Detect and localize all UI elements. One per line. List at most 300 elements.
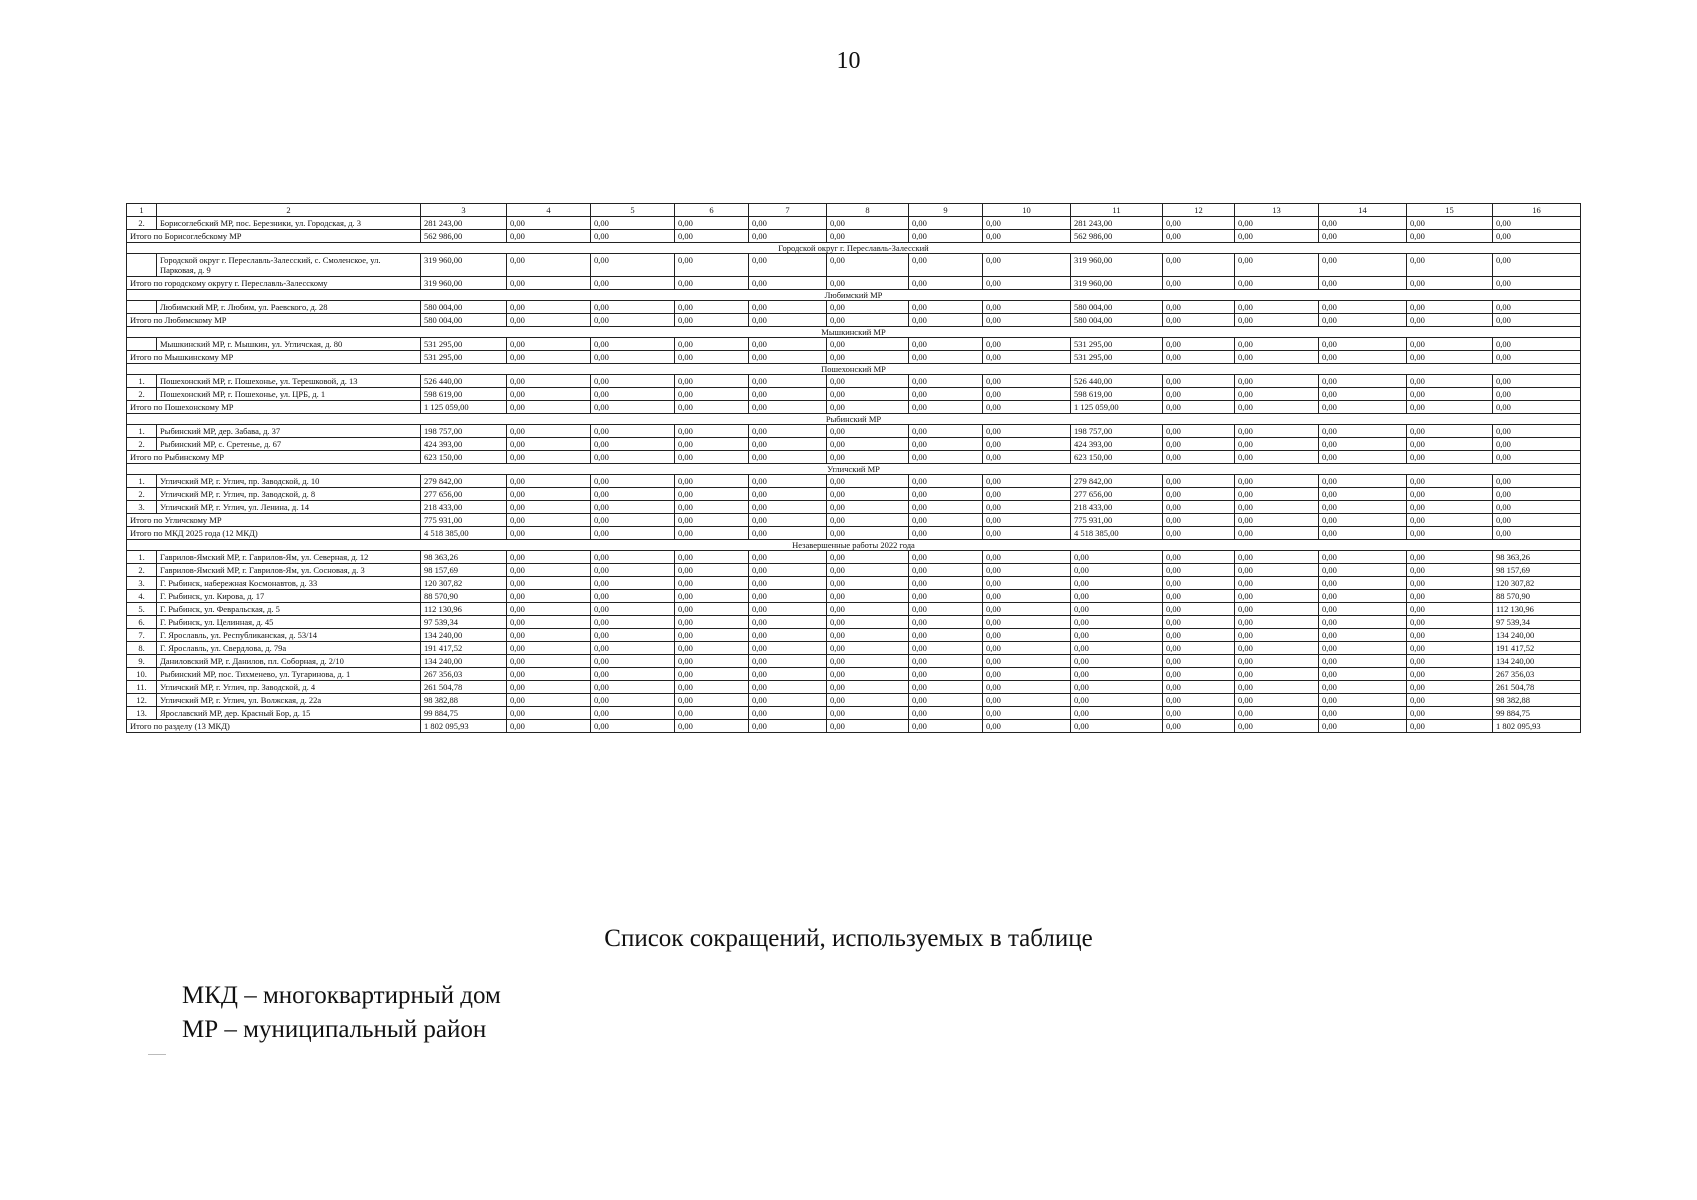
row-number [127,301,157,314]
section-title: Пошехонский МР [127,364,1581,375]
value-cell: 0,00 [1319,564,1407,577]
value-cell: 775 931,00 [421,514,507,527]
value-cell: 0,00 [909,577,983,590]
value-cell: 0,00 [675,668,749,681]
table-body [127,204,1581,733]
value-cell: 0,00 [1407,655,1493,668]
value-cell: 0,00 [591,720,675,733]
value-cell: 0,00 [1163,564,1235,577]
value-cell: 0,00 [1235,577,1319,590]
value-cell: 0,00 [1319,314,1407,327]
address-cell: Пошехонский МР, г. Пошехонье, ул. Терешковой, д. 13 [157,375,421,388]
value-cell: 0,00 [909,277,983,290]
value-cell: 261 504,78 [421,681,507,694]
value-cell: 0,00 [1163,375,1235,388]
value-cell: 0,00 [1407,351,1493,364]
value-cell: 0,00 [983,551,1071,564]
value-cell: 0,00 [1493,514,1581,527]
value-cell: 0,00 [827,314,909,327]
value-cell: 0,00 [1407,694,1493,707]
column-number-15: 15 [1407,204,1493,217]
value-cell: 0,00 [1319,514,1407,527]
value-cell: 0,00 [909,642,983,655]
value-cell: 0,00 [1407,451,1493,464]
value-cell: 88 570,90 [421,590,507,603]
section-title: Городской округ г. Переславль-Залесский [127,243,1581,254]
value-cell: 0,00 [1235,475,1319,488]
value-cell: 0,00 [1407,254,1493,277]
value-cell: 0,00 [909,707,983,720]
row-number: 4. [127,590,157,603]
value-cell: 134 240,00 [421,629,507,642]
value-cell: 0,00 [909,475,983,488]
value-cell: 580 004,00 [421,301,507,314]
value-cell: 0,00 [507,514,591,527]
table-row [127,388,1581,401]
value-cell: 1 125 059,00 [421,401,507,414]
value-cell: 0,00 [675,707,749,720]
value-cell: 0,00 [909,351,983,364]
value-cell: 0,00 [827,564,909,577]
value-cell: 0,00 [749,425,827,438]
total-row [127,351,1581,364]
value-cell: 0,00 [1319,217,1407,230]
value-cell: 0,00 [1493,527,1581,540]
value-cell: 0,00 [749,451,827,464]
value-cell: 112 130,96 [1493,603,1581,616]
total-row [127,514,1581,527]
value-cell: 0,00 [1407,551,1493,564]
value-cell: 0,00 [1071,720,1163,733]
value-cell: 0,00 [983,514,1071,527]
value-cell: 0,00 [909,603,983,616]
value-cell: 0,00 [827,375,909,388]
value-cell: 0,00 [1407,314,1493,327]
value-cell: 0,00 [827,577,909,590]
value-cell: 0,00 [749,642,827,655]
section-title: Рыбинский МР [127,414,1581,425]
total-label: Итого по Мышкинскому МР [127,351,421,364]
value-cell: 0,00 [1163,425,1235,438]
value-cell: 0,00 [591,603,675,616]
value-cell: 0,00 [749,375,827,388]
value-cell: 0,00 [675,551,749,564]
value-cell: 0,00 [1163,720,1235,733]
value-cell: 97 539,34 [421,616,507,629]
value-cell: 0,00 [749,668,827,681]
value-cell: 267 356,03 [1493,668,1581,681]
value-cell: 0,00 [983,438,1071,451]
value-cell: 0,00 [1407,501,1493,514]
value-cell: 0,00 [1235,425,1319,438]
address-cell: Г. Рыбинск, ул. Кирова, д. 17 [157,590,421,603]
value-cell: 0,00 [1163,707,1235,720]
value-cell: 0,00 [1319,451,1407,464]
value-cell: 0,00 [1319,401,1407,414]
value-cell: 0,00 [1235,230,1319,243]
value-cell: 0,00 [1235,277,1319,290]
value-cell: 0,00 [675,603,749,616]
value-cell: 0,00 [1493,338,1581,351]
value-cell: 191 417,52 [1493,642,1581,655]
value-cell: 0,00 [909,629,983,642]
value-cell: 0,00 [591,564,675,577]
table-row [127,425,1581,438]
value-cell: 0,00 [1493,254,1581,277]
value-cell: 0,00 [1493,217,1581,230]
value-cell: 0,00 [675,720,749,733]
value-cell: 0,00 [591,629,675,642]
value-cell: 0,00 [1071,590,1163,603]
value-cell: 0,00 [749,577,827,590]
table-row [127,551,1581,564]
value-cell: 0,00 [1235,254,1319,277]
value-cell: 0,00 [909,217,983,230]
value-cell: 0,00 [983,694,1071,707]
value-cell: 0,00 [749,590,827,603]
value-cell: 598 619,00 [1071,388,1163,401]
row-number: 11. [127,681,157,694]
value-cell: 0,00 [983,527,1071,540]
value-cell: 0,00 [983,338,1071,351]
value-cell: 98 157,69 [1493,564,1581,577]
value-cell: 0,00 [1071,655,1163,668]
value-cell: 0,00 [675,616,749,629]
value-cell: 0,00 [675,564,749,577]
value-cell: 0,00 [1407,720,1493,733]
value-cell: 0,00 [827,514,909,527]
value-cell: 0,00 [1235,694,1319,707]
value-cell: 319 960,00 [1071,277,1163,290]
value-cell: 0,00 [1235,527,1319,540]
total-row [127,277,1581,290]
value-cell: 0,00 [1235,616,1319,629]
value-cell: 0,00 [675,655,749,668]
value-cell: 112 130,96 [421,603,507,616]
value-cell: 0,00 [1163,668,1235,681]
value-cell: 531 295,00 [421,351,507,364]
value-cell: 0,00 [507,217,591,230]
table-row [127,488,1581,501]
value-cell: 0,00 [827,301,909,314]
value-cell: 531 295,00 [421,338,507,351]
value-cell: 0,00 [591,527,675,540]
value-cell: 99 884,75 [1493,707,1581,720]
value-cell: 0,00 [827,694,909,707]
value-cell: 0,00 [1319,668,1407,681]
row-number: 12. [127,694,157,707]
value-cell: 0,00 [675,351,749,364]
value-cell: 0,00 [749,564,827,577]
value-cell: 0,00 [675,401,749,414]
value-cell: 0,00 [1163,681,1235,694]
address-cell: Гаврилов-Ямский МР, г. Гаврилов-Ям, ул. Сосновая, д. 3 [157,564,421,577]
value-cell: 0,00 [1493,314,1581,327]
value-cell: 0,00 [675,388,749,401]
table-row [127,590,1581,603]
total-label: Итого по городскому округу г. Переславль-Залесскому [127,277,421,290]
value-cell: 0,00 [1493,488,1581,501]
value-cell: 0,00 [1163,451,1235,464]
value-cell: 0,00 [749,514,827,527]
value-cell: 0,00 [1235,629,1319,642]
column-number-5: 5 [591,204,675,217]
value-cell: 0,00 [827,551,909,564]
table-row [127,338,1581,351]
value-cell: 0,00 [909,388,983,401]
value-cell: 0,00 [749,351,827,364]
value-cell: 0,00 [1407,681,1493,694]
value-cell: 0,00 [983,230,1071,243]
value-cell: 0,00 [983,681,1071,694]
value-cell: 0,00 [909,401,983,414]
value-cell: 0,00 [983,277,1071,290]
value-cell: 0,00 [1235,681,1319,694]
table-row [127,217,1581,230]
address-cell: Угличский МР, г. Углич, пр. Заводской, д. 8 [157,488,421,501]
value-cell: 0,00 [1235,514,1319,527]
column-number-1: 1 [127,204,157,217]
value-cell: 0,00 [827,338,909,351]
value-cell: 0,00 [1071,603,1163,616]
value-cell: 580 004,00 [1071,314,1163,327]
value-cell: 0,00 [1235,338,1319,351]
value-cell: 0,00 [507,501,591,514]
value-cell: 0,00 [909,338,983,351]
value-cell: 0,00 [1407,564,1493,577]
value-cell: 0,00 [909,514,983,527]
value-cell: 134 240,00 [421,655,507,668]
section-row [127,243,1581,254]
value-cell: 0,00 [1163,230,1235,243]
value-cell: 0,00 [827,230,909,243]
value-cell: 0,00 [827,217,909,230]
value-cell: 0,00 [591,438,675,451]
value-cell: 598 619,00 [421,388,507,401]
value-cell: 0,00 [591,375,675,388]
value-cell: 0,00 [1163,642,1235,655]
section-row [127,364,1581,375]
value-cell: 0,00 [1319,425,1407,438]
value-cell: 0,00 [983,254,1071,277]
value-cell: 0,00 [507,603,591,616]
value-cell: 0,00 [909,681,983,694]
address-cell: Пошехонский МР, г. Пошехонье, ул. ЦРБ, д. 1 [157,388,421,401]
value-cell: 261 504,78 [1493,681,1581,694]
row-number: 2. [127,564,157,577]
table-row [127,694,1581,707]
value-cell: 0,00 [1163,488,1235,501]
value-cell: 0,00 [507,475,591,488]
value-cell: 0,00 [507,451,591,464]
value-cell: 0,00 [591,351,675,364]
value-cell: 198 757,00 [1071,425,1163,438]
total-row [127,314,1581,327]
value-cell: 0,00 [1407,616,1493,629]
value-cell: 0,00 [1235,551,1319,564]
total-label: Итого по разделу (13 МКД) [127,720,421,733]
row-number: 7. [127,629,157,642]
row-number [127,254,157,277]
value-cell: 0,00 [675,451,749,464]
value-cell: 0,00 [1163,501,1235,514]
value-cell: 0,00 [1407,707,1493,720]
address-cell: Любимский МР, г. Любим, ул. Раевского, д. 28 [157,301,421,314]
section-row [127,414,1581,425]
value-cell: 0,00 [983,655,1071,668]
value-cell: 0,00 [1493,351,1581,364]
value-cell: 0,00 [591,217,675,230]
row-number: 2. [127,488,157,501]
column-number-3: 3 [421,204,507,217]
value-cell: 0,00 [675,301,749,314]
value-cell: 0,00 [1163,527,1235,540]
value-cell: 0,00 [591,451,675,464]
value-cell: 0,00 [591,425,675,438]
value-cell: 0,00 [591,301,675,314]
value-cell: 98 382,88 [421,694,507,707]
value-cell: 0,00 [1235,501,1319,514]
value-cell: 0,00 [591,668,675,681]
value-cell: 0,00 [675,590,749,603]
value-cell: 0,00 [983,668,1071,681]
value-cell: 0,00 [1319,616,1407,629]
value-cell: 0,00 [591,314,675,327]
value-cell: 0,00 [507,629,591,642]
row-number: 1. [127,475,157,488]
value-cell: 0,00 [983,217,1071,230]
value-cell: 0,00 [1407,217,1493,230]
value-cell: 134 240,00 [1493,655,1581,668]
value-cell: 0,00 [909,551,983,564]
row-number: 5. [127,603,157,616]
value-cell: 0,00 [1407,388,1493,401]
value-cell: 0,00 [1319,488,1407,501]
table-row [127,301,1581,314]
value-cell: 0,00 [1235,351,1319,364]
total-label: Итого по Борисоглебскому МР [127,230,421,243]
value-cell: 0,00 [1319,230,1407,243]
table-row [127,577,1581,590]
address-cell: Рыбинский МР, дер. Забава, д. 37 [157,425,421,438]
value-cell: 562 986,00 [421,230,507,243]
value-cell: 0,00 [1235,603,1319,616]
value-cell: 0,00 [827,590,909,603]
row-number: 1. [127,551,157,564]
value-cell: 281 243,00 [1071,217,1163,230]
value-cell: 0,00 [1071,707,1163,720]
value-cell: 0,00 [591,590,675,603]
address-cell: Мышкинский МР, г. Мышкин, ул. Угличская, д. 80 [157,338,421,351]
value-cell: 0,00 [909,230,983,243]
value-cell: 0,00 [749,314,827,327]
value-cell: 0,00 [1235,642,1319,655]
value-cell: 0,00 [1407,338,1493,351]
value-cell: 0,00 [1493,475,1581,488]
value-cell: 0,00 [1407,527,1493,540]
value-cell: 0,00 [983,388,1071,401]
value-cell: 0,00 [1319,629,1407,642]
value-cell: 88 570,90 [1493,590,1581,603]
address-cell: Рыбинский МР, пос. Тихменево, ул. Тугаринова, д. 1 [157,668,421,681]
value-cell: 0,00 [909,616,983,629]
value-cell: 0,00 [1071,668,1163,681]
value-cell: 0,00 [591,514,675,527]
value-cell: 0,00 [591,401,675,414]
column-number-12: 12 [1163,204,1235,217]
value-cell: 0,00 [1407,590,1493,603]
value-cell: 424 393,00 [421,438,507,451]
value-cell: 0,00 [909,527,983,540]
value-cell: 279 842,00 [421,475,507,488]
value-cell: 0,00 [591,694,675,707]
value-cell: 281 243,00 [421,217,507,230]
value-cell: 0,00 [1493,230,1581,243]
value-cell: 0,00 [1163,277,1235,290]
table-row [127,375,1581,388]
column-number-10: 10 [983,204,1071,217]
value-cell: 98 363,26 [1493,551,1581,564]
address-cell: Борисоглебский МР, пос. Березники, ул. Городская, д. 3 [157,217,421,230]
value-cell: 0,00 [675,338,749,351]
value-cell: 0,00 [1407,475,1493,488]
value-cell: 0,00 [749,527,827,540]
row-number: 2. [127,438,157,451]
value-cell: 0,00 [909,655,983,668]
value-cell: 0,00 [1163,301,1235,314]
value-cell: 0,00 [1407,277,1493,290]
value-cell: 0,00 [675,314,749,327]
value-cell: 0,00 [983,501,1071,514]
value-cell: 0,00 [827,681,909,694]
table-row [127,501,1581,514]
value-cell: 0,00 [1319,388,1407,401]
section-row [127,540,1581,551]
value-cell: 0,00 [1493,277,1581,290]
value-cell: 0,00 [749,230,827,243]
value-cell: 218 433,00 [1071,501,1163,514]
value-cell: 0,00 [1319,642,1407,655]
value-cell: 0,00 [749,655,827,668]
value-cell: 0,00 [507,642,591,655]
value-cell: 0,00 [507,668,591,681]
value-cell: 0,00 [1163,590,1235,603]
value-cell: 0,00 [827,603,909,616]
value-cell: 0,00 [1319,338,1407,351]
value-cell: 0,00 [675,438,749,451]
total-label: Итого по Пошехонскому МР [127,401,421,414]
abbreviations-title: Список сокращений, используемых в таблице [604,925,1093,952]
value-cell: 267 356,03 [421,668,507,681]
value-cell: 0,00 [983,375,1071,388]
value-cell: 0,00 [675,488,749,501]
value-cell: 0,00 [909,451,983,464]
value-cell: 0,00 [1319,375,1407,388]
value-cell: 0,00 [1235,668,1319,681]
value-cell: 0,00 [1319,475,1407,488]
value-cell: 0,00 [983,616,1071,629]
column-number-2: 2 [157,204,421,217]
value-cell: 0,00 [507,254,591,277]
table-row [127,475,1581,488]
value-cell: 0,00 [749,603,827,616]
value-cell: 0,00 [1163,603,1235,616]
value-cell: 0,00 [1407,401,1493,414]
value-cell: 0,00 [507,655,591,668]
value-cell: 0,00 [827,254,909,277]
value-cell: 0,00 [749,438,827,451]
row-number: 3. [127,577,157,590]
